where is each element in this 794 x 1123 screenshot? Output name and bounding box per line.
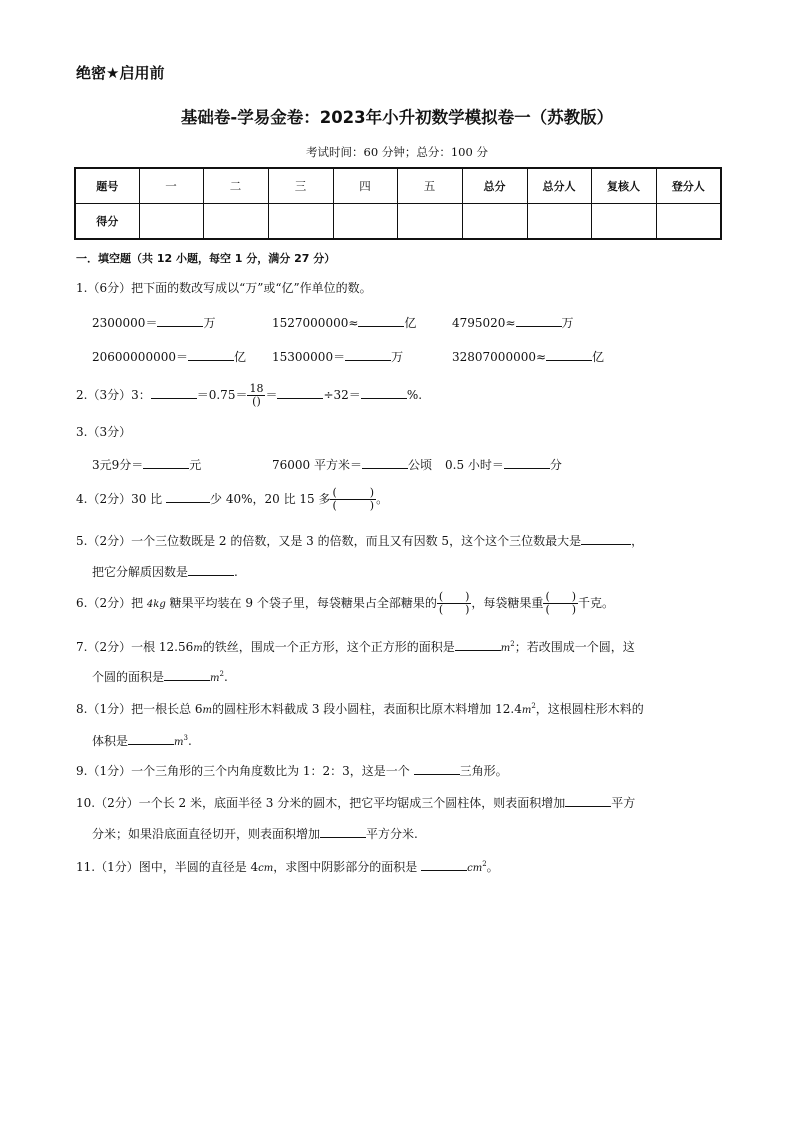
question-1-item-f <box>452 348 604 365</box>
q8-line2: 体积是 <box>92 734 129 748</box>
q10-line2: 分米；如果沿底面直径切开，则表面积增加 <box>92 827 321 841</box>
fraction-numerator[interactable]: ( ) <box>438 590 470 603</box>
answer-blank[interactable] <box>188 563 234 576</box>
q7-m: m <box>193 643 203 654</box>
table-cell: 得分 <box>75 204 139 240</box>
question-3-item-b <box>272 456 432 473</box>
q8-m: m <box>202 705 213 716</box>
q6-kg: 4kg <box>146 599 166 610</box>
q3b-text: 76000 平方米＝ <box>272 458 362 472</box>
answer-blank[interactable] <box>414 762 460 775</box>
question-5-line-2 <box>92 563 238 580</box>
q3c-unit: 分 <box>549 458 562 472</box>
fraction-numerator[interactable]: ( ) <box>332 486 375 499</box>
q10-line1: 10.（2分）一个长 2 米，底面半径 3 分米的圆木，把它平均锯成三个圆柱体，则表面积增加 <box>76 796 566 810</box>
q1c-unit: 万 <box>561 316 574 330</box>
q6-mid: 糖果平均装在 9 个袋子里，每袋糖果占全部糖果的 <box>165 596 437 610</box>
fraction-denominator[interactable]: ( ) <box>545 603 577 616</box>
score-table-score-row <box>75 204 721 240</box>
q6-mid2: ，每袋糖果重 <box>471 596 544 610</box>
q5-line1-end: ， <box>631 534 644 548</box>
score-cell[interactable] <box>591 204 656 240</box>
question-2 <box>76 380 422 410</box>
q7-line2-sup: 2 <box>219 670 224 678</box>
confidential-label: 绝密★启用前 <box>76 64 165 82</box>
question-8-line-2 <box>92 730 192 751</box>
question-10-line-1 <box>76 794 635 811</box>
q10-line2-end: 平方分米. <box>366 827 418 841</box>
score-cell[interactable] <box>203 204 268 240</box>
fraction-denominator[interactable]: ( ) <box>438 603 470 616</box>
answer-blank[interactable] <box>504 456 550 469</box>
q5-line1: 5.（2分）一个三位数既是 2 的倍数，又是 3 的倍数，而且又有因数 5，这个这个三位数最大是 <box>76 534 582 548</box>
score-cell[interactable] <box>139 204 203 240</box>
q1e-text: 15300000＝ <box>272 350 346 364</box>
table-cell: 二 <box>203 168 268 204</box>
question-7-line-2 <box>92 666 228 687</box>
question-7-line-1 <box>76 636 635 657</box>
q4-fraction[interactable] <box>330 487 376 512</box>
q2-pre: 2.（3分）3： <box>76 388 151 402</box>
question-9 <box>76 762 508 779</box>
table-cell: 题号 <box>75 168 139 204</box>
q11-mid: ，求图中阴影部分的面积是 <box>273 860 422 874</box>
q8-sup: 2 <box>531 702 536 710</box>
q8-line2-sup: 3 <box>183 734 188 742</box>
q1f-text: 32807000000≈ <box>452 350 547 364</box>
q7-unit: m <box>500 643 511 654</box>
q3c-text: 0.5 小时＝ <box>445 458 504 472</box>
score-cell[interactable] <box>268 204 333 240</box>
answer-blank[interactable] <box>358 314 404 327</box>
table-cell: 五 <box>397 168 462 204</box>
q3b-unit: 公顷 <box>408 458 433 472</box>
answer-blank[interactable] <box>362 456 408 469</box>
answer-blank[interactable] <box>345 348 391 361</box>
q11-unit: cm <box>467 863 483 874</box>
answer-blank[interactable] <box>166 490 210 503</box>
q1b-unit: 亿 <box>404 316 417 330</box>
table-cell: 三 <box>268 168 333 204</box>
answer-blank[interactable] <box>565 794 611 807</box>
q1e-unit: 万 <box>391 350 404 364</box>
exam-info: 考试时间：60 分钟；总分：100 分 <box>306 145 488 159</box>
q1b-text: 1527000000≈ <box>272 316 359 330</box>
answer-blank[interactable] <box>188 348 234 361</box>
q6-pre: 6.（2分）把 <box>76 596 147 610</box>
q4-pre: 4.（2分）30 比 <box>76 492 163 506</box>
q7-pre: 7.（2分）一根 12.56 <box>76 640 194 654</box>
answer-blank[interactable] <box>277 386 323 399</box>
q7-mid: 的铁丝，围成一个正方形，这个正方形的面积是 <box>202 640 455 654</box>
table-cell: 登分人 <box>656 168 721 204</box>
answer-blank[interactable] <box>320 825 366 838</box>
question-1-item-b <box>272 314 416 331</box>
answer-blank[interactable] <box>164 668 210 681</box>
table-cell: 总分人 <box>527 168 591 204</box>
q6-end: 千克。 <box>578 596 615 610</box>
q1d-unit: 亿 <box>233 350 246 364</box>
q8-line2-unit: m <box>174 737 184 748</box>
q2-mid3: ÷32＝ <box>323 388 361 402</box>
answer-blank[interactable] <box>128 732 174 745</box>
q11-cm: cm <box>258 863 274 874</box>
fraction-denominator[interactable]: ( ) <box>332 499 375 512</box>
question-1-item-c <box>452 314 574 331</box>
q1d-text: 20600000000＝ <box>92 350 188 364</box>
q9-end: 三角形。 <box>459 764 508 778</box>
q6-fraction-2[interactable] <box>543 591 578 616</box>
table-cell: 一 <box>139 168 203 204</box>
question-3-stem: 3.（3分） <box>76 425 132 439</box>
fraction-numerator: 18 <box>249 382 264 395</box>
q8-pre: 8.（1分）把一根长总 6 <box>76 702 203 716</box>
q7-mid-end: ；若改围成一个圆，这 <box>514 640 635 654</box>
answer-blank[interactable] <box>455 638 501 651</box>
score-cell[interactable] <box>656 204 721 240</box>
question-1-stem: 1.（6分）把下面的数改写成以“万”或“亿”作单位的数。 <box>76 281 372 295</box>
page-title: 基础卷-学易金卷：2023年小升初数学模拟卷一（苏教版） <box>180 108 614 127</box>
q2-end: %. <box>406 388 423 402</box>
q8-line2-end: . <box>187 734 192 748</box>
q1c-text: 4795020≈ <box>452 316 516 330</box>
q11-pre: 11.（1分）图中，半圆的直径是 4 <box>76 860 259 874</box>
question-8-line-1 <box>76 698 644 719</box>
q2-mid2: ＝ <box>265 388 278 402</box>
q2-fraction <box>247 383 265 408</box>
score-cell[interactable] <box>462 204 527 240</box>
fraction-numerator[interactable]: ( ) <box>545 590 577 603</box>
q6-fraction-1[interactable] <box>437 591 472 616</box>
answer-blank[interactable] <box>151 386 197 399</box>
score-table <box>74 167 722 240</box>
score-cell[interactable] <box>397 204 462 240</box>
question-1-item-e <box>272 348 403 365</box>
q4-end: 。 <box>376 492 389 506</box>
question-11 <box>76 856 499 877</box>
question-4 <box>76 484 388 514</box>
q8-unit: m <box>521 705 532 716</box>
question-3-item-c <box>445 456 562 473</box>
q4-mid: 少 40%，20 比 15 多 <box>210 492 331 506</box>
q10-line1-end: 平方 <box>611 796 636 810</box>
q3a-unit: 元 <box>189 458 202 472</box>
q5-line2: 把它分解质因数是 <box>92 565 189 579</box>
q8-mid-end: ，这根圆柱形木料的 <box>535 702 644 716</box>
answer-blank[interactable] <box>581 532 631 545</box>
q3a-text: 3元9分＝ <box>92 458 144 472</box>
table-cell: 复核人 <box>591 168 656 204</box>
question-3-item-a <box>92 456 201 473</box>
score-table-header-row <box>75 168 721 204</box>
question-1-item-d <box>92 348 246 365</box>
q8-mid: 的圆柱形木料截成 3 段小圆柱，表面积比原木料增加 12.4 <box>212 702 522 716</box>
q7-sup: 2 <box>510 640 515 648</box>
q7-line2-unit: m <box>210 673 220 684</box>
question-10-line-2 <box>92 825 418 842</box>
answer-blank[interactable] <box>157 314 203 327</box>
table-cell: 总分 <box>462 168 527 204</box>
answer-blank[interactable] <box>421 858 467 871</box>
q7-line2: 个圆的面积是 <box>92 670 165 684</box>
table-cell: 四 <box>333 168 397 204</box>
answer-blank[interactable] <box>516 314 562 327</box>
section-heading: 一．填空题（共 12 小题，每空 1 分，满分 27 分） <box>76 252 336 265</box>
q1a-text: 2300000＝ <box>92 316 158 330</box>
answer-blank[interactable] <box>361 386 407 399</box>
q11-end: 。 <box>486 860 499 874</box>
answer-blank[interactable] <box>143 456 189 469</box>
question-6 <box>76 588 614 620</box>
fraction-denominator[interactable]: () <box>252 395 261 408</box>
score-cell[interactable] <box>527 204 591 240</box>
score-cell[interactable] <box>333 204 397 240</box>
q11-sup: 2 <box>482 860 487 868</box>
question-1-item-a <box>92 314 215 331</box>
q1a-unit: 万 <box>203 316 216 330</box>
q2-mid1: ＝0.75＝ <box>196 388 248 402</box>
q5-line2-end: . <box>234 565 238 579</box>
question-5-line-1 <box>76 532 643 549</box>
q7-line2-end: . <box>223 670 228 684</box>
q9-pre: 9.（1分）一个三角形的三个内角度数比为 1：2：3，这是一个 <box>76 764 414 778</box>
answer-blank[interactable] <box>546 348 592 361</box>
q1f-unit: 亿 <box>592 350 605 364</box>
